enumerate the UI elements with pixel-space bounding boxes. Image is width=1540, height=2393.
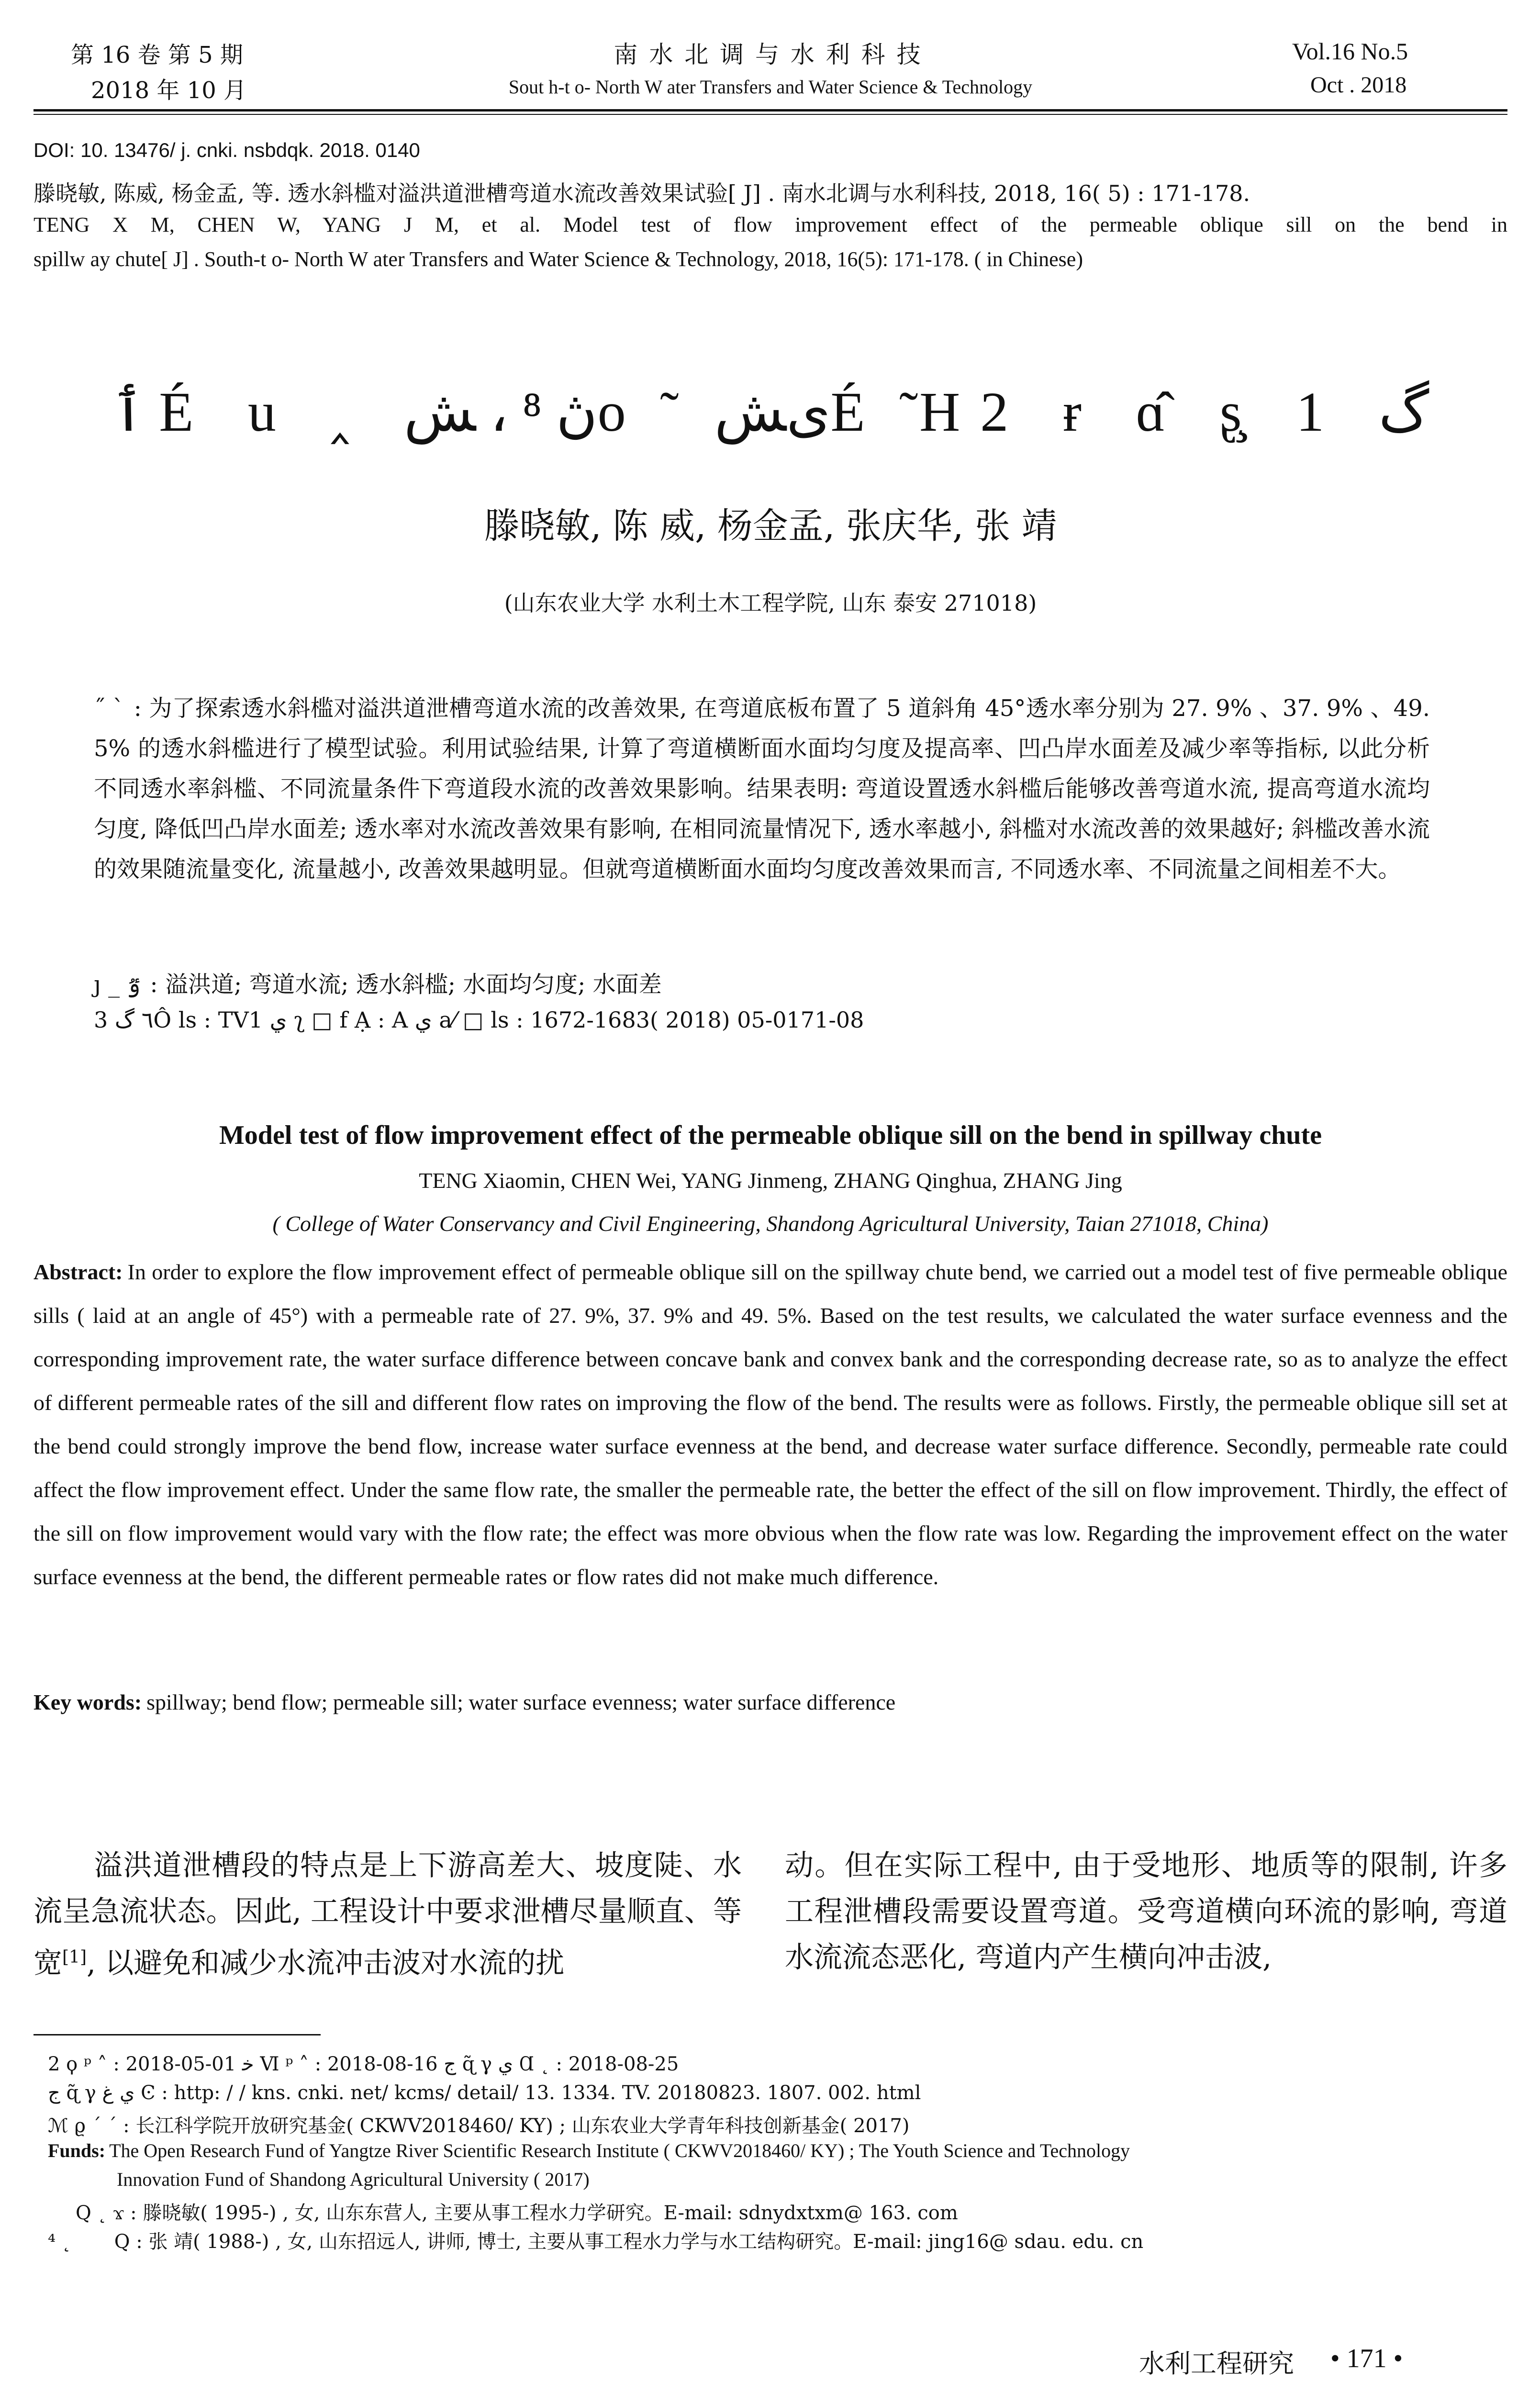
footnote-author2: Q : 张 靖( 1988-) , 女, 山东招远人, 讲师, 博士, 主要从事工程水力学与水工结构研究。E-mail: jing16@ sdau. edu. cn (114, 2231, 1144, 2253)
body-right-column: 动。但在实际工程中, 由于受地形、地质等的限制, 许多工程泄槽段需要设置弯道。受弯道横向环流的影响, 弯道水流流态恶化, 弯道内产生横向冲击波, (785, 1849, 1507, 1974)
body-left-text: 溢洪道泄槽段的特点是上下游高差大、坡度陡、水流呈急流状态。因此, 工程设计中要求泄槽尽量顺直、等宽 (33, 1849, 742, 1980)
footnote-fund-en-row (48, 2139, 1130, 2162)
doi: DOI: 10. 13476/ j. cnki. nsbdqk. 2018. 0140 (33, 139, 420, 161)
footnote-rule (33, 2034, 321, 2035)
keywords-en-label: Key words: (33, 1690, 142, 1714)
footnote-fund-en-1: The Open Research Fund of Yangtze River Scientific Research Institute ( CKWV2018460/ KY) ; The Youth Science and Technology (109, 2140, 1130, 2161)
abstract-cn-block (94, 688, 1430, 889)
footnote-author2-prefix: ⁴ ˛ (48, 2231, 71, 2253)
title-cn: ٲ É u ‸ ڽ ⁸ ، ﺶo ̃ ﯼﺶÉ ̃H2 ɍ ɑ̂ ʂ̧ 1 ﮒ (112, 380, 1429, 443)
abstract-en-block (33, 1250, 1507, 1599)
citation-cn: 滕晓敏, 陈威, 杨金孟, 等. 透水斜槛对溢洪道泄槽弯道水流改善效果试验[ J] . 南水北调与水利科技, 2018, 16( 5) : 171-178. (33, 180, 1250, 206)
header-date-cn: 2018 年 10 月 (91, 77, 247, 104)
footnote-fund-en-label: Funds: (48, 2140, 106, 2161)
page-number: • 171 • (1330, 2344, 1403, 2373)
keywords-en: spillway; bend flow; permeable sill; water surface evenness; water surface difference (146, 1690, 896, 1714)
footnote-author2-row (48, 2226, 1143, 2254)
abstract-en-text: In order to explore the flow improvement effect of permeable oblique sill on the spillway chute bend, we carried out a model test of five permeable oblique sills ( laid at an angle of 45°) with a permeable rate of 27. 9%, 37. 9% and 49. 5%. Based on the test results, we calculated the water surface evenness and the corresponding improvement rate, the water surface difference between concave bank and convex bank and the corresponding decrease rate, so as to analyze the effect of different permeable rates of the sill and different flow rates on improving the flow of the bend. The results were as follows. Firstly, the permeable oblique sill set at the bend could strongly improve the bend flow, increase water surface evenness at the bend, and decrease water surface difference. Secondly, permeable rate could affect the flow improvement effect. Under the same flow rate, the smaller the permeable rate, the better the effect of the sill on flow improvement. Thirdly, the effect of the sill on flow improvement would vary with the flow rate; the effect was more obvious when the flow rate was low. Regarding the improvement effect on the water surface evenness at the bend, the different permeable rates or flow rates did not make much difference. (33, 1260, 1507, 1589)
body-ref-1: [1] (62, 1947, 87, 1967)
abstract-cn-label: ˝ ˋ (94, 695, 124, 722)
footnote-fund-en-2: Innovation Fund of Shandong Agricultural University ( 2017) (117, 2169, 590, 2190)
keywords-en-row (33, 1689, 895, 1715)
authors-cn: 滕晓敏, 陈 威, 杨金孟, 张庆华, 张 靖 (484, 505, 1057, 547)
header-journal-en: Sout h-t o- North W ater Transfers and Water Science & Technology (508, 76, 1033, 98)
affiliation-en: ( College of Water Conservancy and Civil Engineering, Shandong Agricultural University, Taian 271018, China) (272, 1211, 1269, 1236)
header-vol-issue-en: Vol.16 No.5 (1292, 38, 1408, 65)
keywords-cn-row (94, 966, 662, 999)
classification-line: 3 ٦ ﮒÔ ls : TV1 ﻱ ʅ □ f Ạ : A ﻱ a⁄ □ ls : 1672-1683( 2018) 05-0171-08 (94, 1007, 864, 1033)
footnote-author1: Q ˛ ϫ : 滕晓敏( 1995-) , 女, 山东东营人, 主要从事工程水力学研究。E-mail: sdnydxtxm@ 163. com (76, 2202, 958, 2224)
header-date-en: Oct . 2018 (1310, 72, 1407, 98)
footnote-online: ﺝ ɋ̃ γ ي ﻍ Ͼ : http: / / kns. cnki. net/ kcms/ detail/ 13. 1334. TV. 20180823. 1807. 002. html (48, 2082, 921, 2104)
authors-en: TENG Xiaomin, CHEN Wei, YANG Jinmeng, ZHANG Qinghua, ZHANG Jing (419, 1168, 1122, 1193)
header-rule-top (33, 109, 1507, 112)
footnote-fund-cn: ℳ ϱ ˊ ˊ : 长江科学院开放研究基金( CKWV2018460/ KY) ; 山东农业大学青年科技创新基金( 2017) (48, 2115, 910, 2137)
title-en: Model test of flow improvement effect of the permeable oblique sill on the bend in spillway chute (219, 1120, 1322, 1150)
header-rule-bottom (33, 114, 1507, 115)
citation-en-line1: TENG X M, CHEN W, YANG J M, et al. Model test of flow improvement effect of the permeable oblique sill on the bend in (33, 213, 1507, 236)
header-vol-issue-cn: 第 16 卷 第 5 期 (71, 42, 243, 68)
footer-section: 水利工程研究 (1139, 2349, 1294, 2378)
citation-en-line2: spillw ay chute[ J] . South-t o- North W ater Transfers and Water Science & Technology, 2018, 16(5): 171-178. ( in Chinese) (33, 247, 1083, 271)
header-journal-cn: 南 水 北 调 与 水 利 科 技 (614, 41, 923, 68)
body-left-column (33, 1843, 742, 1986)
affiliation-cn: (山东农业大学 水利土木工程学院, 山东 泰安 271018) (504, 590, 1037, 616)
body-left-text-end: , 以避免和减少水流冲击波对水流的扰 (87, 1946, 565, 1980)
footnote-dates: 2 ϙ ᵖ ˄ : 2018-05-01 ﺧ Ⅵ ᵖ ˄ : 2018-08-16 ﺝ ɋ̃ γ ي Ɑ ˛ : 2018-08-25 (48, 2053, 679, 2075)
keywords-cn-label: ȷ _ ٷ (94, 971, 141, 998)
abstract-en-label: Abstract: (33, 1260, 123, 1284)
abstract-cn-text: : 为了探索透水斜槛对溢洪道泄槽弯道水流的改善效果, 在弯道底板布置了 5 道斜角 45°透水率分别为 27. 9% 、37. 9% 、49. 5% 的透水斜槛进行了模型试验。利用试验结果, 计算了弯道横断面水面均匀度及提高率、凹凸岸水面差及减少率等指标, 以此分析不同透水率斜槛、不同流量条件下弯道段水流的改善效果影响。结果表明: 弯道设置透水斜槛后能够改善弯道水流, 提高弯道水流均匀度, 降低凹凸岸水面差; 透水率对水流改善效果有影响, 在相同流量情况下, 透水率越小, 斜槛对水流改善的效果越好; 斜槛改善水流的效果随流量变化, 流量越小, 改善效果越明显。但就弯道横断面水面均匀度改善效果而言, 不同透水率、不同流量之间相差不大。 (94, 695, 1430, 883)
keywords-cn: : 溢洪道; 弯道水流; 透水斜槛; 水面均匀度; 水面差 (150, 971, 662, 998)
